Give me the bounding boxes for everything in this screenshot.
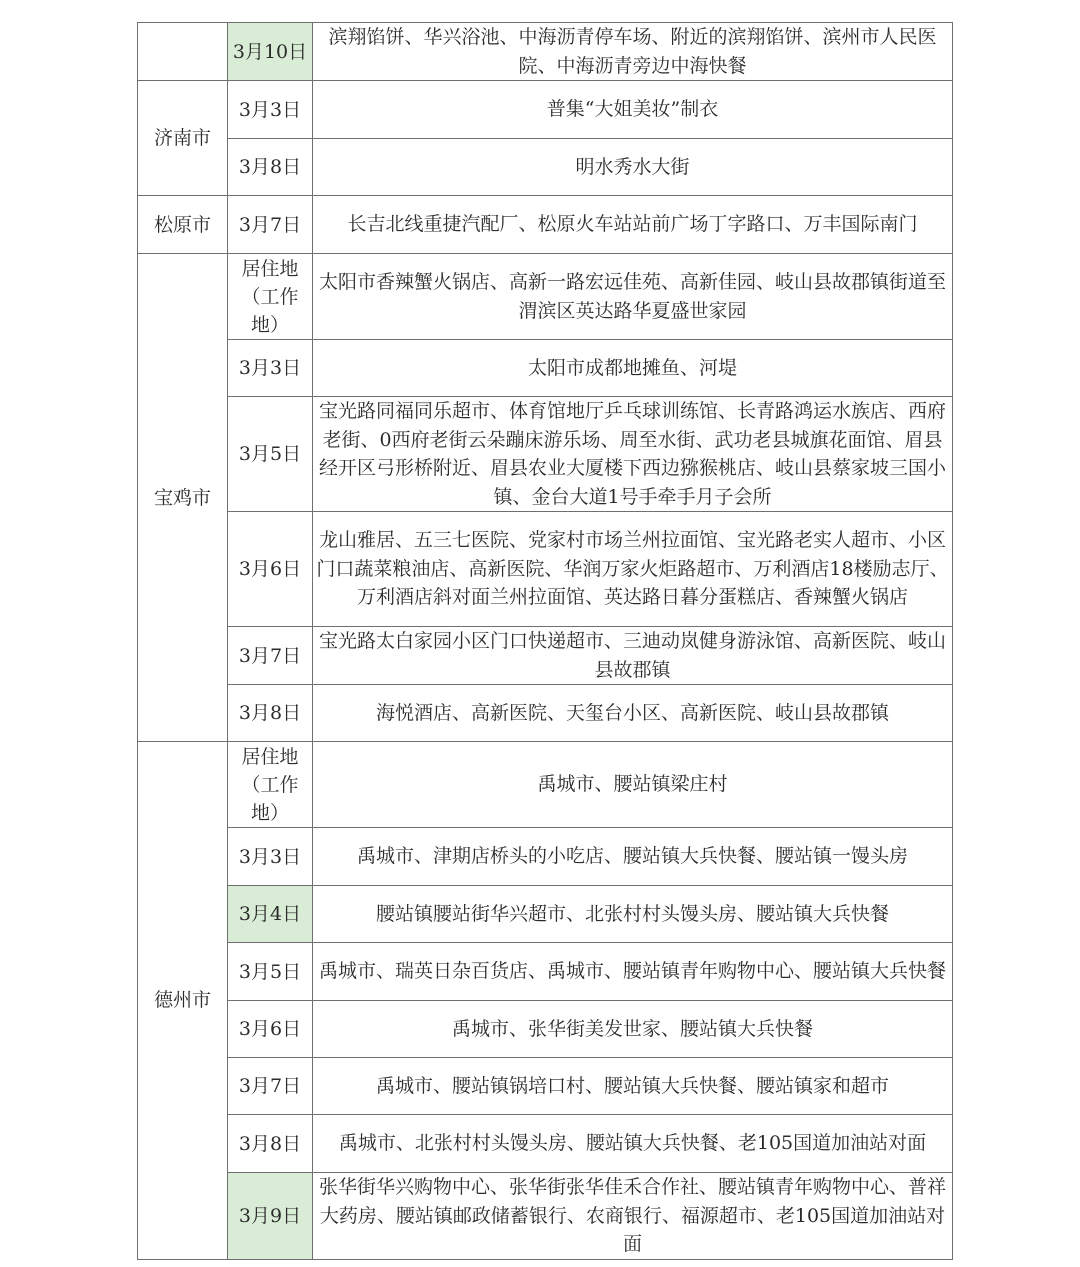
city-cell: 德州市 (138, 742, 228, 1260)
city-cell: 宝鸡市 (138, 254, 228, 742)
places-cell: 宝光路同福同乐超市、体育馆地厅乒乓球训练馆、长青路鸿运水族店、西府老街、0西府老街云朵蹦床游乐场、周至水街、武功老县城旗花面馆、眉县经开区弓形桥附近、眉县农业大厦楼下西边猕猴桃店、岐山县蔡家坡三国小镇、金台大道1号手牵手月子会所 (313, 397, 953, 512)
date-label: 3月3日 (238, 98, 302, 121)
table-row (138, 139, 953, 196)
table-row (138, 23, 953, 81)
date-cell (228, 742, 313, 828)
places-cell: 腰站镇腰站街华兴超市、北张村村头馒头房、腰站镇大兵快餐 (313, 886, 953, 943)
date-cell (228, 627, 313, 685)
table-row (138, 81, 953, 139)
date-cell (228, 943, 313, 1001)
table-row (138, 397, 953, 512)
date-label: 3月10日 (232, 40, 308, 63)
date-label: 3月6日 (238, 558, 302, 580)
date-cell (228, 196, 313, 254)
table-row (138, 1173, 953, 1260)
city-cell: 济南市 (138, 81, 228, 196)
date-label: 3月6日 (238, 1018, 302, 1040)
table-row (138, 340, 953, 397)
table-row (138, 512, 953, 627)
date-cell (228, 397, 313, 512)
date-label: 3月8日 (238, 1132, 302, 1155)
date-label: 3月9日 (238, 1204, 302, 1227)
table-row (138, 943, 953, 1001)
places-cell: 太阳市成都地摊鱼、河堤 (313, 340, 953, 397)
date-label: 3月7日 (238, 1075, 302, 1097)
date-label: 3月5日 (238, 443, 302, 465)
date-cell (228, 23, 313, 81)
date-cell (228, 1058, 313, 1115)
table-row (138, 196, 953, 254)
table-row (138, 828, 953, 886)
trace-table-body (138, 23, 953, 1260)
places-cell: 龙山雅居、五三七医院、党家村市场兰州拉面馆、宝光路老实人超市、小区门口蔬菜粮油店、高新医院、华润万家火炬路超市、万利酒店18楼励志厅、万利酒店斜对面兰州拉面馆、英达路日暮分蛋糕店、香辣蟹火锅店 (313, 512, 953, 627)
places-cell: 禹城市、腰站镇锅培口村、腰站镇大兵快餐、腰站镇家和超市 (313, 1058, 953, 1115)
places-cell: 禹城市、张华街美发世家、腰站镇大兵快餐 (313, 1001, 953, 1058)
date-label: 3月7日 (238, 213, 302, 236)
places-cell: 禹城市、腰站镇梁庄村 (313, 742, 953, 828)
date-cell (228, 1115, 313, 1173)
places-cell: 宝光路太白家园小区门口快递超市、三迪动岚健身游泳馆、高新医院、岐山县故郡镇 (313, 627, 953, 685)
places-cell: 禹城市、瑞英日杂百货店、禹城市、腰站镇青年购物中心、腰站镇大兵快餐 (313, 943, 953, 1001)
date-label: 3月8日 (238, 156, 302, 178)
date-cell (228, 139, 313, 196)
table-row (138, 1115, 953, 1173)
date-label: 3月4日 (238, 903, 302, 925)
places-cell: 禹城市、北张村村头馒头房、腰站镇大兵快餐、老105国道加油站对面 (313, 1115, 953, 1173)
date-cell (228, 1001, 313, 1058)
date-cell (228, 340, 313, 397)
table-row (138, 1001, 953, 1058)
date-cell (228, 886, 313, 943)
places-cell: 禹城市、津期店桥头的小吃店、腰站镇大兵快餐、腰站镇一馒头房 (313, 828, 953, 886)
table-row (138, 742, 953, 828)
places-cell: 太阳市香辣蟹火锅店、高新一路宏远佳苑、高新佳园、岐山县故郡镇街道至渭滨区英达路华夏盛世家园 (313, 254, 953, 340)
city-cell (138, 23, 228, 81)
date-label: 3月3日 (238, 845, 302, 868)
table-row (138, 886, 953, 943)
date-label: 居住地（工作地） (241, 257, 299, 336)
table-row (138, 1058, 953, 1115)
date-label: 居住地（工作地） (241, 745, 299, 824)
city-cell: 松原市 (138, 196, 228, 254)
places-cell: 普集“大姐美妆”制衣 (313, 81, 953, 139)
date-cell (228, 254, 313, 340)
date-cell (228, 828, 313, 886)
places-cell: 滨翔馅饼、华兴浴池、中海沥青停车场、附近的滨翔馅饼、滨州市人民医院、中海沥青旁边中海快餐 (313, 23, 953, 81)
date-cell (228, 685, 313, 742)
date-label: 3月3日 (238, 357, 302, 379)
date-label: 3月5日 (238, 960, 302, 983)
places-cell: 海悦酒店、高新医院、天玺台小区、高新医院、岐山县故郡镇 (313, 685, 953, 742)
date-label: 3月7日 (238, 644, 302, 667)
trace-table (137, 22, 953, 1260)
date-cell (228, 1173, 313, 1260)
places-cell: 张华街华兴购物中心、张华街张华佳禾合作社、腰站镇青年购物中心、普祥大药房、腰站镇邮政储蓄银行、农商银行、福源超市、老105国道加油站对面 (313, 1173, 953, 1260)
places-cell: 明水秀水大街 (313, 139, 953, 196)
date-cell (228, 512, 313, 627)
places-cell: 长吉北线重捷汽配厂、松原火车站站前广场丁字路口、万丰国际南门 (313, 196, 953, 254)
table-row (138, 627, 953, 685)
date-cell (228, 81, 313, 139)
table-row (138, 254, 953, 340)
date-label: 3月8日 (238, 702, 302, 724)
table-row (138, 685, 953, 742)
